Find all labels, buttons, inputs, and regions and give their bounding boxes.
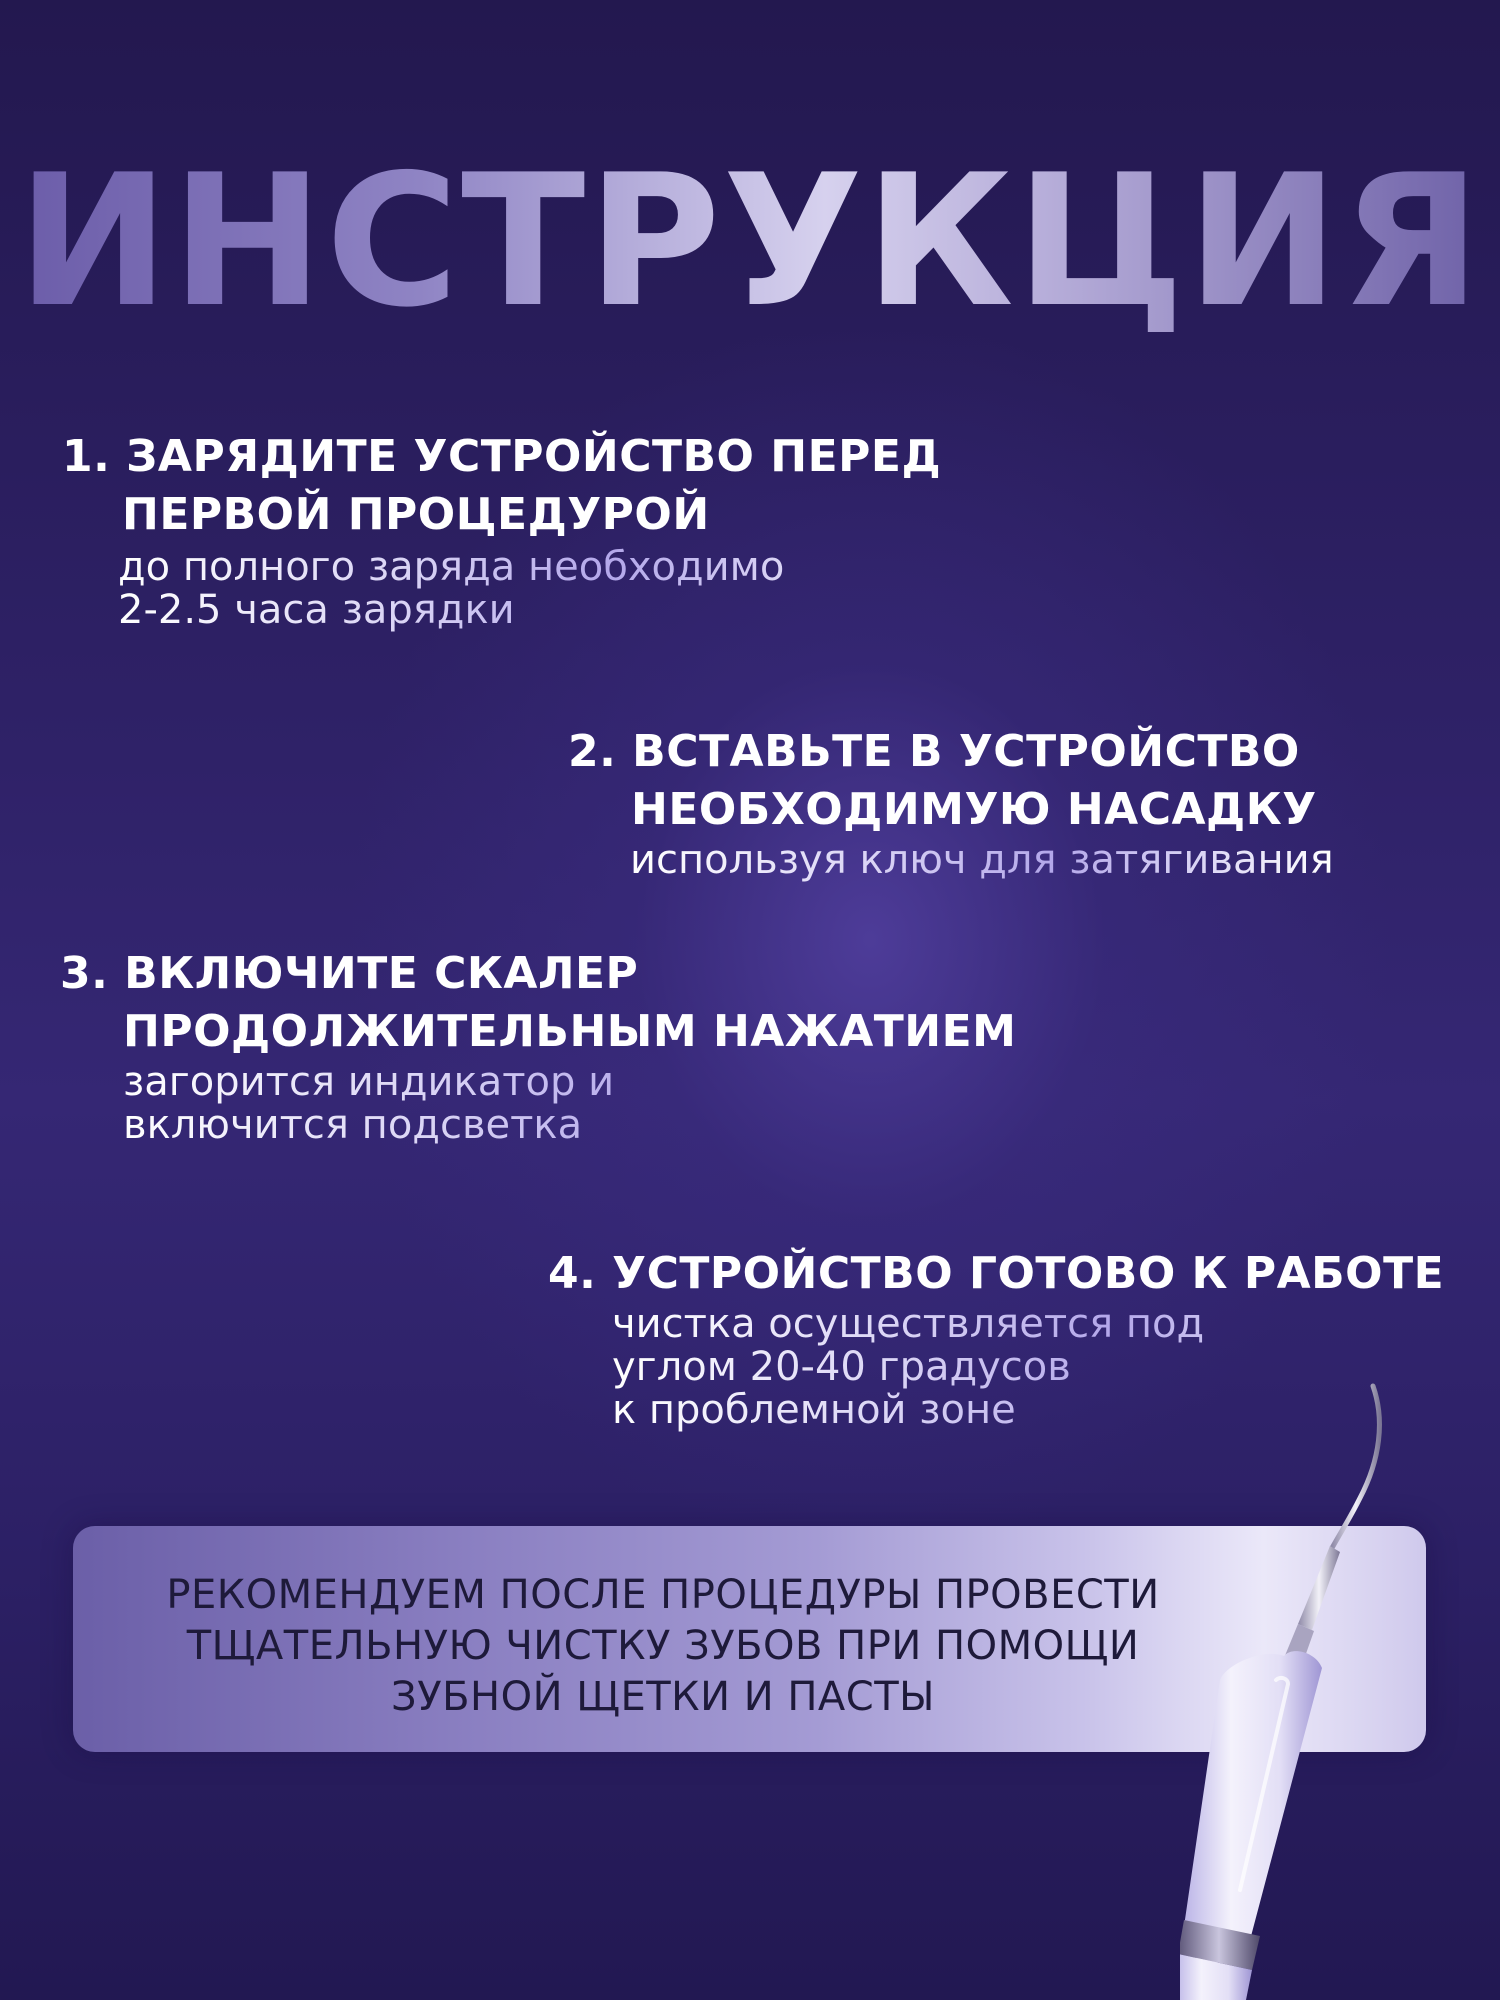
- step-1-number: 1.: [62, 431, 111, 482]
- step-1-description: [118, 546, 941, 632]
- step-4-number: 4.: [548, 1248, 597, 1299]
- step-2: [568, 723, 1334, 882]
- step-2-title-line-2: НЕОБХОДИМУЮ НАСАДКУ: [631, 784, 1317, 835]
- recommendation-line-1: РЕКОМЕНДУЕМ ПОСЛЕ ПРОЦЕДУРЫ ПРОВЕСТИ: [166, 1572, 1160, 1618]
- step-3-number: 3.: [60, 948, 109, 999]
- step-2-title-line-1: ВСТАВЬТЕ В УСТРОЙСТВО: [632, 726, 1300, 777]
- step-4-desc-line-3: к проблемной зоне: [612, 1387, 1016, 1433]
- step-4-desc-line-1: чистка осуществляется под: [612, 1301, 1205, 1347]
- step-3-title-line-2: ПРОДОЛЖИТЕЛЬНЫМ НАЖАТИЕМ: [123, 1006, 1017, 1057]
- step-4-title-line-1: УСТРОЙСТВО ГОТОВО К РАБОТЕ: [612, 1248, 1445, 1299]
- recommendation-text: [73, 1570, 1253, 1723]
- step-4-desc-line-2: углом 20-40 градусов: [612, 1344, 1071, 1390]
- step-3-description: [123, 1061, 1016, 1147]
- step-3-desc-line-2: включится подсветка: [123, 1102, 583, 1148]
- step-1-desc-line-2: 2-2.5 часа зарядки: [118, 587, 515, 633]
- page-title: ИНСТРУКЦИЯ: [0, 150, 1500, 332]
- step-3-title: [60, 945, 1016, 1061]
- step-1-title: [62, 428, 941, 544]
- step-2-desc-line-1: используя ключ для затягивания: [630, 837, 1334, 883]
- step-3-title-line-1: ВКЛЮЧИТЕ СКАЛЕР: [124, 948, 639, 999]
- step-4-title: [548, 1245, 1444, 1303]
- step-2-title: [568, 723, 1334, 839]
- step-1-title-line-2: ПЕРВОЙ ПРОЦЕДУРОЙ: [122, 489, 710, 540]
- step-1-desc-line-1: до полного заряда необходимо: [118, 544, 785, 590]
- step-3-desc-line-1: загорится индикатор и: [123, 1059, 615, 1105]
- step-2-number: 2.: [568, 726, 617, 777]
- scaler-device-icon: [1180, 1380, 1500, 2000]
- step-1-title-line-1: ЗАРЯДИТЕ УСТРОЙСТВО ПЕРЕД: [126, 431, 942, 482]
- step-3: [60, 945, 1016, 1147]
- recommendation-line-2: ТЩАТЕЛЬНУЮ ЧИСТКУ ЗУБОВ ПРИ ПОМОЩИ: [186, 1623, 1140, 1669]
- step-2-description: [630, 839, 1334, 882]
- step-1: [62, 428, 941, 632]
- recommendation-line-3: ЗУБНОЙ ЩЕТКИ И ПАСТЫ: [391, 1674, 935, 1720]
